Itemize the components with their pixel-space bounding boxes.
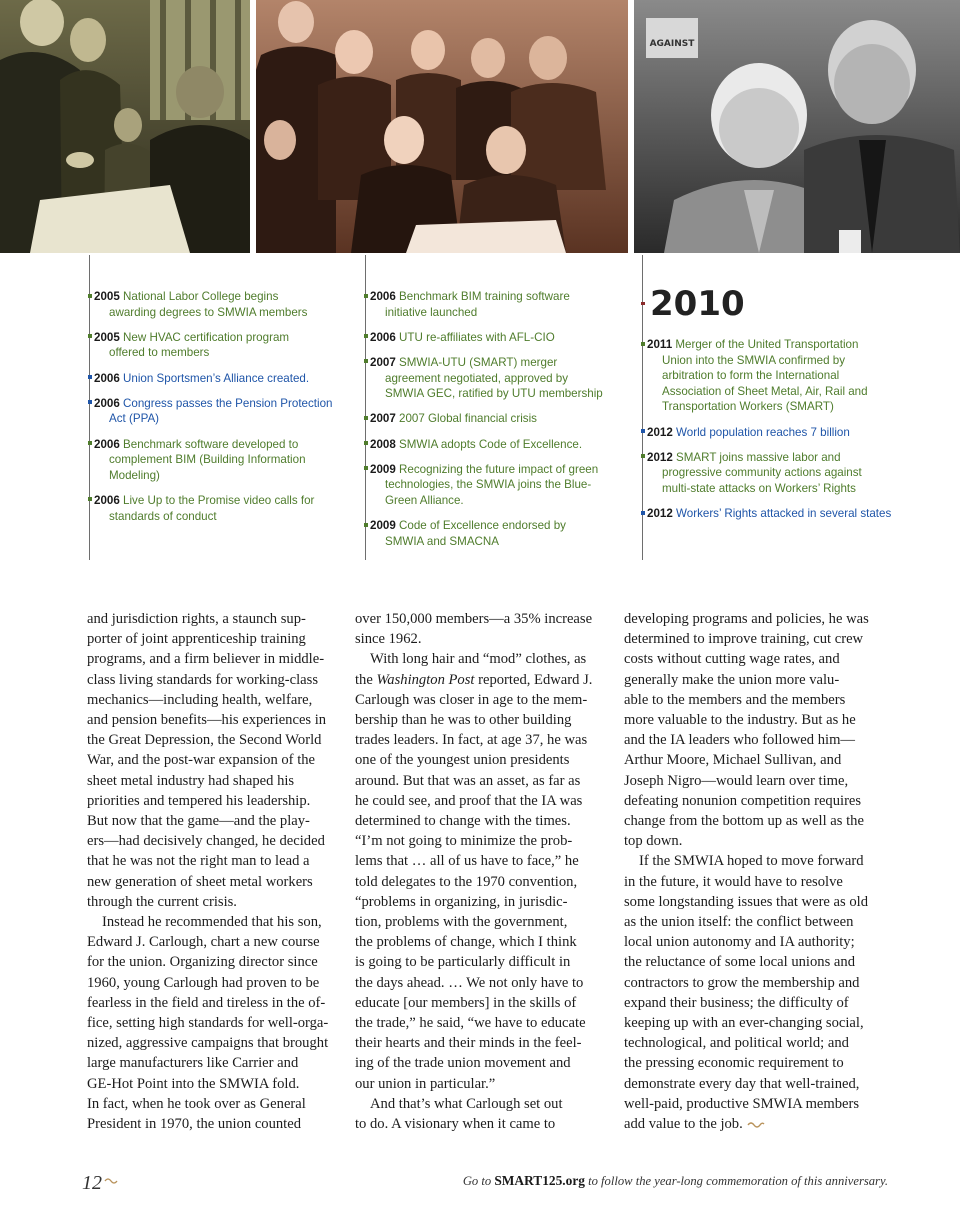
timeline-text: Code of Excellence endorsed by SMWIA and SMACNA <box>385 519 566 548</box>
timeline-text: Recognizing the future impact of green technologies, the SMWIA joins the Blue- Green Alliance. <box>385 462 599 507</box>
timeline-year: 2006 <box>94 437 120 451</box>
timeline-entry <box>643 506 892 522</box>
article-paragraph <box>87 609 339 912</box>
timeline-text: National Labor College begins awarding degrees to SMWIA members <box>109 290 308 319</box>
timeline-list <box>366 289 615 559</box>
paragraph-text: over 150,000 members—a 35% increase since 1962. <box>355 611 593 648</box>
timeline-entry <box>366 355 615 402</box>
timeline-text: Workers’ Rights attacked in several states <box>676 507 892 521</box>
paragraph-text: developing programs and policies, he was determined to improve training, cut crew costs without cutting wage rates, and generally make the union more valu- able to the members and the members more valuable to the industry. But as he and the IA leaders who followed him— Arthur Moore, Michael Sullivan, and Joseph Nigro—would learn over time, defeating nonunion competition requires change from the bottom up as well as the top down. <box>624 611 869 850</box>
paragraph-text: With long hair and “mod” clothes, as the <box>355 651 587 688</box>
publication-title: Washington Post <box>376 671 475 688</box>
article-paragraph <box>624 851 876 1134</box>
paragraph-text: And that’s what Carlough set out to do. A visionary when it came to <box>355 1095 563 1133</box>
timeline-year: 2007 <box>370 412 396 426</box>
timeline-entry <box>366 518 615 549</box>
photo-handshake <box>0 0 250 253</box>
article-paragraph <box>624 609 876 851</box>
timeline-text: Congress passes the Pension Protection Act (PPA) <box>109 396 333 426</box>
timeline-year: 2012 <box>647 425 673 439</box>
timeline-text: SMWIA adopts Code of Excellence. <box>399 437 583 451</box>
timeline-year: 2005 <box>94 290 120 303</box>
timeline-text: Benchmark BIM training software initiative launched <box>385 290 570 319</box>
footer-suffix: to follow the year-long commemoration of this anniversary. <box>584 1174 888 1188</box>
timeline-entry <box>90 396 344 427</box>
timeline-entry <box>643 425 892 441</box>
timeline-entry <box>90 493 344 524</box>
timeline-year: 2006 <box>94 493 120 507</box>
timeline-text: Live Up to the Promise video calls for standards of conduct <box>109 493 315 523</box>
year-marker <box>641 302 645 305</box>
timeline-entry <box>643 450 892 497</box>
timeline-year: 2009 <box>370 462 396 476</box>
timeline-entry <box>90 371 344 387</box>
timeline-entry <box>366 330 615 346</box>
timeline-entry <box>90 289 344 320</box>
timeline-text: UTU re-affiliates with AFL-CIO <box>399 330 555 344</box>
timeline-list <box>643 337 892 531</box>
timeline-year: 2007 <box>370 355 396 369</box>
timeline-column-3 <box>642 255 892 560</box>
footer-prefix: Go to <box>462 1174 495 1188</box>
timeline-text: Union Sportsmen’s Alliance created. <box>123 371 310 385</box>
article-column-1 <box>87 609 339 1134</box>
timeline-entry <box>643 337 892 415</box>
paragraph-text: and jurisdiction rights, a staunch sup- porter of joint apprenticeship training programs, and a firm believer in middle- class living standards for working-class mechanics—including health, welfare, and pension benefits—his experiences in the Great Depression, the Second World War, and the post-war expansion of the sheet metal industry had shaped his priorities and tempered his leadership. But now that the game—and the play- ers—had decisively changed, he decided that he was not the right man to lead a new generation of sheet metal workers through the current crisis. <box>87 611 327 910</box>
timeline-text: Merger of the United Transportation Union into the SMWIA confirmed by arbitration to form the International Association of Sheet Metal, Air, Rail and Transportation Workers (SMART) <box>662 338 868 414</box>
photo-two-men-portrait <box>634 0 960 253</box>
timeline-text: Benchmark software developed to complement BIM (Building Information Modeling) <box>109 437 306 482</box>
timeline-entry <box>366 437 615 453</box>
article-paragraph <box>355 649 607 1093</box>
timeline-entry <box>366 411 615 427</box>
paragraph-text: reported, Edward J. Carlough was closer in age to the mem- bership than he was to other building trades leaders. In fact, at age 37, he was one of the youngest union presidents around. But that was an asset, as far as he could see, and proof that the IA was determined to change with the times. “I’m not going to minimize the prob- lems that … all of us have to face,” he told delegates to the 1970 convention, “problems in organizing, in jurisdic- tion, problems with the government, the problems of change, which I think is going to be particularly difficult in the days ahead. … We not only have to educate [our members] in the skills of the trade,” he said, “we have to educate their hearts and their minds in the feel- ing of the trade union movement and our union in particular.” <box>355 671 593 1092</box>
footer-promo <box>463 1173 888 1189</box>
timeline-year: 2006 <box>94 396 120 410</box>
article-column-2 <box>355 609 607 1134</box>
article-paragraph <box>87 912 339 1134</box>
footer-site-link[interactable]: SMART125.org <box>494 1173 585 1188</box>
page-number: 12 <box>82 1172 102 1194</box>
timeline-year: 2012 <box>647 450 673 464</box>
timeline-year: 2012 <box>647 507 673 521</box>
timeline-entry <box>90 437 344 484</box>
article-paragraph <box>355 1094 607 1134</box>
timeline-year: 2009 <box>370 519 396 533</box>
timeline-year: 2011 <box>647 338 673 351</box>
end-ornament-icon <box>747 1120 765 1129</box>
article-column-3 <box>624 609 876 1134</box>
timeline-text: SMWIA-UTU (SMART) merger agreement negotiated, approved by SMWIA GEC, ratified by UTU membership <box>385 355 603 401</box>
timeline-year: 2006 <box>370 290 396 303</box>
timeline-year: 2006 <box>370 330 396 344</box>
timeline-entry <box>366 462 615 509</box>
timeline-text: SMART joins massive labor and progressive community actions against multi-state attacks on Workers’ Rights <box>662 450 862 495</box>
timeline-column-1 <box>89 255 344 560</box>
timeline-year: 2008 <box>370 437 396 451</box>
timeline-text: New HVAC certification program offered to members <box>109 330 290 360</box>
protest-sign-text: AGAINST <box>649 39 695 49</box>
timeline-column-2 <box>365 255 615 560</box>
timeline-entry <box>366 289 615 320</box>
timeline-text: World population reaches 7 billion <box>676 425 850 439</box>
paragraph-text: Instead he recommended that his son, Edward J. Carlough, chart a new course for the union. Organizing director since 1960, young Carlough had proven to be fearless in the field and tireless in the of- fice, setting high standards for well-orga- nized, aggressive campaigns that brought large manufacturers like Carrier and GE-Hot Point into the SMWIA fold. In fact, when he took over as General President in 1970, the union counted <box>87 914 329 1133</box>
timeline-year: 2006 <box>94 371 120 385</box>
article-paragraph <box>355 609 607 649</box>
ornament-icon <box>104 1177 118 1185</box>
timeline-year: 2005 <box>94 330 120 344</box>
timeline-list <box>90 289 344 534</box>
timeline-entry <box>90 330 344 361</box>
photo-signing-ceremony <box>256 0 628 253</box>
decade-heading: 2010 <box>650 284 745 324</box>
timeline-text: 2007 Global financial crisis <box>399 412 537 426</box>
paragraph-text: If the SMWIA hoped to move forward in the future, it would have to resolve some longstanding issues that were as old as the union itself: the conflict between local union autonomy and IA authority; the reluctance of some local unions and contractors to grow the membership and expand their business; the difficulty of keeping up with an ever-changing social, technological, and political world; and the pressing economic requirement to demonstrate every day that well-trained, well-paid, productive SMWIA members add value to the job. <box>624 853 869 1133</box>
